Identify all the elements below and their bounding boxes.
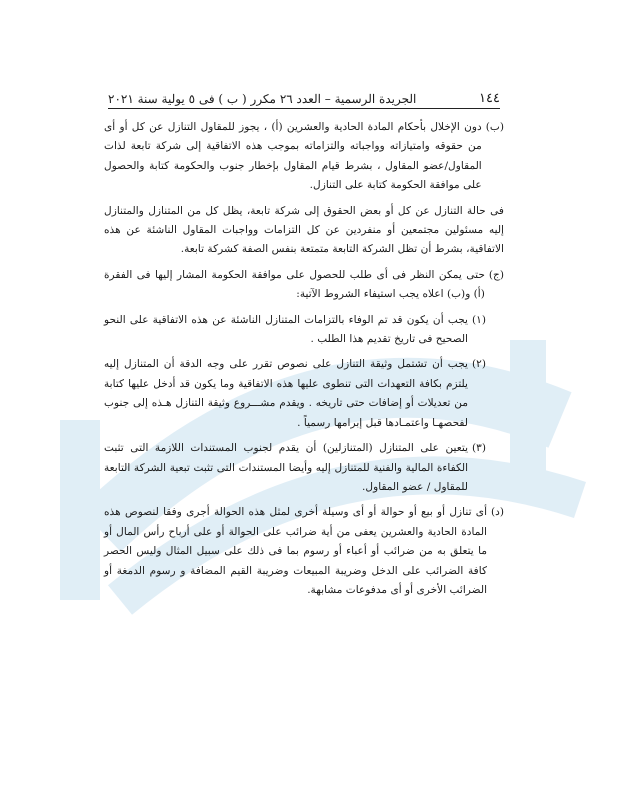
header-title: الجريدة الرسمية – العدد ٢٦ مكرر ( ب ) فى ٥ يولية سنة ٢٠٢١ xyxy=(108,92,417,106)
paragraph-text: دون الإخلال بأحكام المادة الحادية والعشرين (أ) ، يجوز للمقاول التنازل عن كل أو أى من حقوقه وامتيازاته وواجباته والتزاماته بموجب هذه الاتفاقية إلى شركة تابعة لذات المقاول/عضو المقاول ، بشرط قيام المقاول بإخطار جنوب والحكومة كتابة والحصول على موافقة الحكومة كتابة على التنازل. xyxy=(104,121,482,192)
paragraph-text: فى حالة التنازل عن كل أو بعض الحقوق إلى شركة تابعة، يظل كل من المتنازل والمتنازل إليه مسئولين مجتمعين أو منفردين عن كل التزامات وواجبات المقاول الناشئة عن هذه الاتفاقية، بشرط أن تظل الشركة التابعة متمتعة بنفس الصفة كشركة تابعة. xyxy=(104,204,504,256)
condition-3 xyxy=(104,439,486,497)
condition-marker: (١) xyxy=(472,313,486,326)
paragraph-b xyxy=(104,118,504,196)
paragraph-marker: (ب) xyxy=(485,121,504,133)
paragraph-text: أى تنازل أو بيع أو حوالة أو أى وسيلة أخرى لمثل هذه الحوالة أجرى وفقا لنصوص هذه المادة الحادية والعشرين يعفى من أية ضرائب على الحوالة أو على أرباح رأس المال أو ما يتعلق به من ضرائب أو أعباء أو رسوم بما فى ذلك على سبيل المثال وليس الحصر كافة الضرائب على الدخل وضريبة المبيعات وضريبة القيم المضافة و رسوم الدمغة أو الضرائب الأخرى أو أى مدفوعات مشابهة. xyxy=(104,506,488,596)
paragraph-marker: (ج) xyxy=(488,268,504,281)
condition-1 xyxy=(104,311,486,350)
page-header xyxy=(108,84,500,106)
condition-text: يجب أن تشتمل وثيقة التنازل على نصوص تقرر على وجه الدقة أن المتنازل إليه يلتزم بكافة التعهدات التى تنطوى عليها هذه الاتفاقية وما يكون قد أدخل عليها كتابة من تعديلات أو إضافات حتى تاريخه . ويقدم مشـــروع وثيقة التنازل هـذه إلى جنوب لفحصهـا واعتمـادها قبل إبرامها رسمياً . xyxy=(104,358,469,429)
paragraph-text: حتى يمكن النظر فى أى طلب للحصول على موافقة الحكومة المشار إليها فى الفقرة (أ) و(ب) اعلاه يجب استيفاء الشروط الآتية: xyxy=(104,268,485,301)
paragraph-marker: (د) xyxy=(491,506,504,519)
header-divider xyxy=(108,108,500,109)
paragraph-d xyxy=(104,503,504,600)
condition-text: يجب أن يكون قد تم الوفاء بالتزامات المتنازل الناشئة عن هذه الاتفاقية على النحو الصحيح فى تاريخ تقديم هذا الطلب . xyxy=(104,313,469,346)
page-number: ١٤٤ xyxy=(479,91,500,106)
document-body xyxy=(104,118,504,606)
condition-marker: (٣) xyxy=(472,442,486,455)
paragraph-c xyxy=(104,266,504,305)
condition-text: يتعين على المتنازل (المتنازلين) أن يقدم لجنوب المستندات اللازمة التى تثبت الكفاءة المالية والفنية للمتنازل إليه وأيضا المستندات التى تثبت تبعية الشركة التابعة للمقاول / عضو المقاول. xyxy=(104,442,469,493)
paragraph-b-continuation xyxy=(104,202,504,260)
condition-2 xyxy=(104,355,486,433)
condition-marker: (٢) xyxy=(472,358,486,371)
